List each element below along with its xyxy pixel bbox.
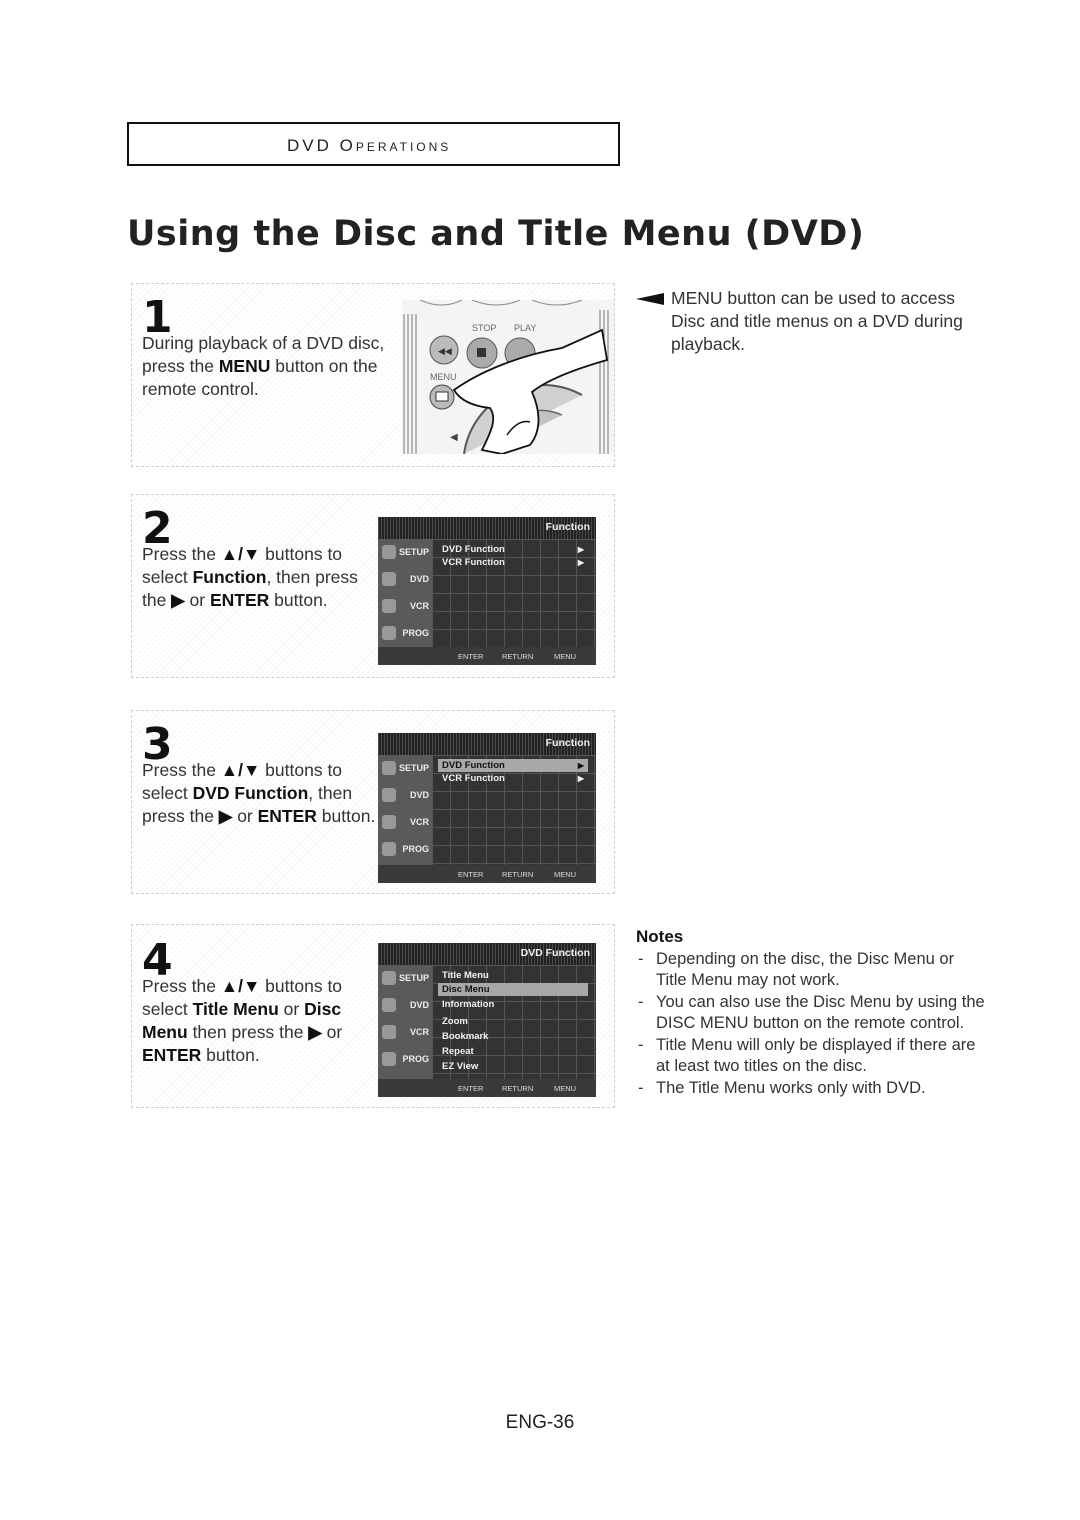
menu-item-highlighted: DVD Function ▶ bbox=[438, 759, 588, 772]
menu-item: Zoom bbox=[442, 1016, 468, 1027]
menu-button-tip bbox=[638, 287, 978, 356]
screen-menu-area bbox=[432, 539, 596, 647]
step-instruction: Press the ▲/▼ buttons to select Function, then press the ▶ or ENTER button. bbox=[142, 544, 358, 610]
screen-footer: ENTER RETURN MENU bbox=[378, 647, 596, 665]
tv-screen-dvd-function-select bbox=[378, 733, 596, 883]
side-item-vcr: VCR bbox=[378, 593, 432, 620]
step-4-panel bbox=[131, 924, 615, 1108]
side-item-prog: PROG bbox=[378, 620, 432, 647]
screen-title: DVD Function bbox=[520, 947, 590, 959]
side-item-vcr: VCR bbox=[378, 1019, 432, 1046]
svg-text:MENU: MENU bbox=[430, 372, 457, 382]
side-item-prog: PROG bbox=[378, 1046, 432, 1073]
notes-section bbox=[636, 927, 986, 1100]
step-instruction: Press the ▲/▼ buttons to select Title Menu or Disc Menu then press the ▶ or ENTER button. bbox=[142, 976, 343, 1065]
screen-sidebar bbox=[378, 965, 432, 1079]
side-item-vcr: VCR bbox=[378, 809, 432, 836]
page-number: ENG-36 bbox=[505, 1412, 575, 1433]
screen-footer: ENTER RETURN MENU bbox=[378, 865, 596, 883]
step-3-panel bbox=[131, 710, 615, 894]
notes-title: Notes bbox=[636, 927, 684, 946]
menu-item: Title Menu bbox=[442, 970, 489, 981]
screen-sidebar bbox=[378, 539, 432, 647]
step-instruction: Press the ▲/▼ buttons to select DVD Function, then press the ▶ or ENTER button. bbox=[142, 760, 376, 826]
step-number: 2 bbox=[142, 503, 173, 554]
step-1-panel bbox=[131, 283, 615, 467]
side-item-dvd: DVD bbox=[378, 782, 432, 809]
tip-text: MENU button can be used to access Disc and title menus on a DVD during playback. bbox=[671, 288, 963, 354]
menu-item: VCR Function ▶ bbox=[442, 773, 584, 784]
menu-item: EZ View bbox=[442, 1061, 479, 1072]
note-item: - The Title Menu works only with DVD. bbox=[636, 1078, 986, 1099]
note-item: - Depending on the disc, the Disc Menu or Title Menu may not work. bbox=[636, 949, 986, 991]
menu-item: Information bbox=[442, 999, 495, 1010]
screen-menu-area bbox=[432, 755, 596, 865]
tv-screen-dvd-function-menu bbox=[378, 943, 596, 1097]
screen-footer: ENTER RETURN MENU bbox=[378, 1079, 596, 1097]
menu-item-highlighted: Disc Menu bbox=[438, 983, 588, 996]
remote-control-illustration bbox=[402, 300, 614, 454]
side-item-dvd: DVD bbox=[378, 992, 432, 1019]
menu-item: VCR Function ▶ bbox=[442, 557, 584, 568]
side-item-setup: SETUP bbox=[378, 965, 432, 992]
step-instruction: During playback of a DVD disc, press the MENU button on the remote control. bbox=[142, 333, 385, 399]
step-number: 1 bbox=[142, 292, 173, 343]
screen-sidebar bbox=[378, 755, 432, 865]
note-item: - You can also use the Disc Menu by using the DISC MENU button on the remote control. bbox=[636, 992, 986, 1034]
side-item-setup: SETUP bbox=[378, 755, 432, 782]
section-header-first: DVD O bbox=[287, 136, 356, 155]
screen-menu-area bbox=[432, 965, 596, 1079]
menu-item: DVD Function ▶ bbox=[442, 544, 584, 555]
section-header bbox=[287, 136, 451, 156]
page-title: Using the Disc and Title Menu (DVD) bbox=[127, 214, 865, 254]
screen-title: Function bbox=[545, 737, 590, 749]
svg-text:PLAY: PLAY bbox=[514, 323, 537, 333]
svg-text:STOP: STOP bbox=[472, 323, 497, 333]
tv-screen-function-menu bbox=[378, 517, 596, 665]
side-item-dvd: DVD bbox=[378, 566, 432, 593]
screen-title: Function bbox=[545, 521, 590, 533]
side-item-setup: SETUP bbox=[378, 539, 432, 566]
step-number: 3 bbox=[142, 719, 173, 770]
menu-item: Bookmark bbox=[442, 1031, 489, 1042]
svg-text:◀: ◀ bbox=[450, 432, 458, 443]
section-header-rest: PERATIONS bbox=[355, 140, 452, 154]
step-number: 4 bbox=[142, 935, 173, 986]
pointer-arrow-icon bbox=[636, 293, 664, 305]
note-item: - Title Menu will only be displayed if there are at least two titles on the disc. bbox=[636, 1035, 986, 1077]
section-header-box bbox=[127, 122, 620, 166]
step-2-panel bbox=[131, 494, 615, 678]
side-item-prog: PROG bbox=[378, 836, 432, 863]
svg-text:◀◀: ◀◀ bbox=[438, 346, 452, 356]
menu-item: Repeat bbox=[442, 1046, 474, 1057]
